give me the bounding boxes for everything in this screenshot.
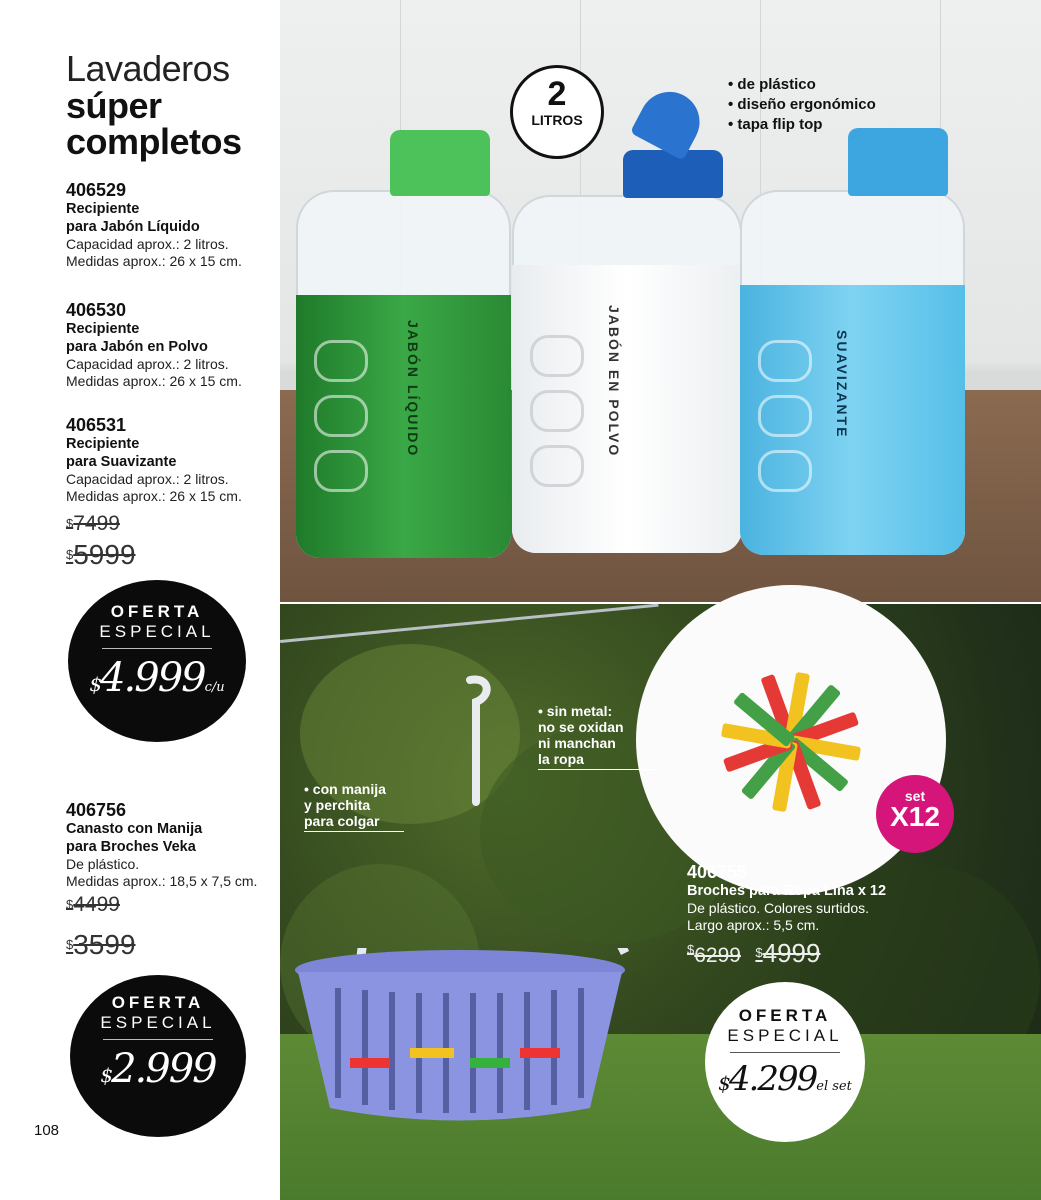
product-name: para Jabón en Polvo xyxy=(66,339,208,355)
product-code: 406529 xyxy=(66,180,127,200)
bottle-label-blue: SUAVIZANTE xyxy=(834,330,850,439)
offer-price: $4.999c/u xyxy=(89,655,225,701)
green-bottle xyxy=(296,190,511,558)
product-name: Broches para Ropa Lina x 12 xyxy=(687,883,887,899)
product-desc: Capacidad aprox.: 2 litros. xyxy=(66,471,229,487)
bottle-label-green: JABÓN LÍQUIDO xyxy=(405,320,421,458)
list-price: $5999 xyxy=(66,539,136,570)
note-con-manija: • con manija y perchita para colgar xyxy=(304,781,404,832)
offer-badge-canasto: OFERTA ESPECIAL $2.999 xyxy=(70,975,246,1137)
product-406531 xyxy=(66,415,242,505)
offer-badge-recipientes: OFERTA ESPECIAL $4.999c/u xyxy=(68,580,246,742)
old-price: $4499 xyxy=(66,893,120,916)
bottles-photo xyxy=(280,0,1041,602)
feature-item: • tapa flip top xyxy=(728,116,823,133)
product-406756 xyxy=(66,800,257,890)
set-x12-badge: set X12 xyxy=(876,775,954,853)
product-desc: Medidas aprox.: 26 x 15 cm. xyxy=(66,253,242,269)
blue-bottle xyxy=(740,190,965,555)
hanger-hook xyxy=(440,672,510,812)
product-name: Recipiente xyxy=(66,201,140,217)
clothespin-basket xyxy=(290,948,630,1128)
page-number: 108 xyxy=(34,1122,60,1139)
list-price: $4999 xyxy=(755,938,821,968)
old-price: $7499 xyxy=(66,512,120,535)
blue-flip-cap xyxy=(623,150,723,198)
product-desc: Largo aprox.: 5,5 cm. xyxy=(687,917,820,933)
white-bottle xyxy=(512,195,742,553)
product-desc: De plástico. Colores surtidos. xyxy=(687,900,870,916)
product-name: para Broches Veka xyxy=(66,839,196,855)
offer-price: $2.999 xyxy=(100,1046,216,1092)
product-name: Recipiente xyxy=(66,321,140,337)
product-code: 406531 xyxy=(66,415,127,435)
product-name: Recipiente xyxy=(66,436,140,452)
product-desc: De plástico. xyxy=(66,856,140,872)
blue-flip-top xyxy=(630,81,710,160)
page-title-light: Lavaderos xyxy=(66,48,230,89)
product-406530 xyxy=(66,300,242,390)
product-code: 406530 xyxy=(66,300,127,320)
product-desc: Capacidad aprox.: 2 litros. xyxy=(66,236,229,252)
page-title-bold: súper completos xyxy=(66,85,242,162)
litros-badge: 2 LITROS xyxy=(510,65,604,159)
green-cap xyxy=(390,130,490,196)
product-desc: Medidas aprox.: 18,5 x 7,5 cm. xyxy=(66,873,258,889)
product-code: 406756 xyxy=(66,800,127,820)
list-price: $3599 xyxy=(66,929,136,960)
product-desc: Medidas aprox.: 26 x 15 cm. xyxy=(66,373,242,389)
feature-item: • diseño ergonómico xyxy=(728,96,876,113)
broches-info xyxy=(687,862,886,968)
bottle-label-white: JABÓN EN POLVO xyxy=(606,305,622,458)
product-desc: Capacidad aprox.: 2 litros. xyxy=(66,356,229,372)
offer-price: $4.299el set xyxy=(718,1059,852,1099)
light-blue-cap xyxy=(848,128,948,196)
old-price: $6299 xyxy=(687,942,741,967)
product-406529 xyxy=(66,180,242,270)
product-name: para Jabón Líquido xyxy=(66,219,200,235)
feature-item: • de plástico xyxy=(728,76,816,93)
product-code: 406755 xyxy=(687,862,748,882)
product-name: Canasto con Manija xyxy=(66,821,203,837)
features-list xyxy=(728,75,876,135)
product-name: para Suavizante xyxy=(66,454,177,470)
note-sin-metal: • sin metal: no se oxidan ni manchan la ropa xyxy=(538,703,658,770)
offer-badge-broches: OFERTA ESPECIAL $4.299el set xyxy=(705,982,865,1142)
product-desc: Medidas aprox.: 26 x 15 cm. xyxy=(66,488,242,504)
